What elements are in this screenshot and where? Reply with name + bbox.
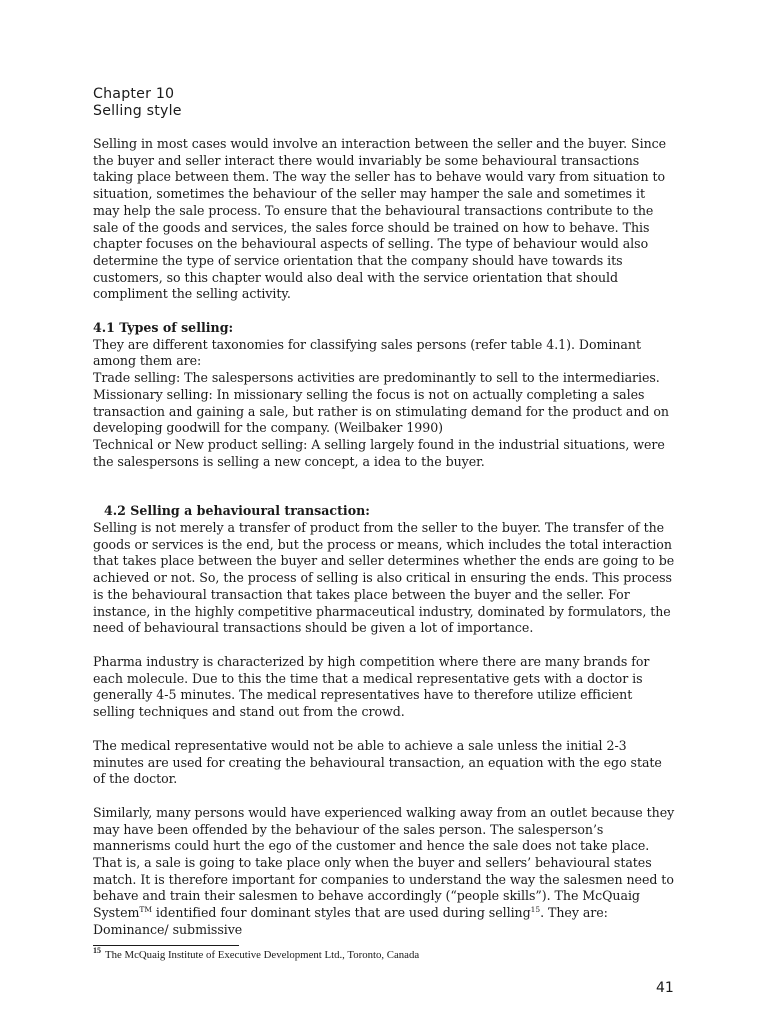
section-heading-types-of-selling: 4.1 Types of selling: (93, 320, 234, 336)
chapter-title: Selling style (93, 103, 182, 119)
paragraph-pharma-industry: Pharma industry is characterized by high competition where there are many brands for each molecule. Due to this the time that a medical representative gets with a doctor is generally 4-5 minutes. The medical representatives have to therefore utilize efficient selling techniques and stand out from the crowd. (93, 653, 650, 720)
paragraph-dominance-submissive: Dominance/ submissive (93, 921, 243, 937)
paragraph-taxonomies: They are different taxonomies for classifying sales persons (refer table 4.1). Dominant among them are: (93, 336, 641, 369)
footnote-reference: 15 (530, 904, 541, 914)
text-segment: Similarly, many persons would have experienced walking away from an outlet because they may have been offended by the behaviour of the sales person. The salesperson’s mannerisms could hurt the ego of the customer and hence the sale does not take place. That is, a sale is going to take place only when the buyer and sellers’ behavioural states match. It is therefore important for companies to understand the way the salesmen need to behave and train their salesmen to behave accordingly (“people skills”). The McQuaig System (93, 804, 675, 921)
footnote-divider (93, 945, 239, 946)
document-page (93, 86, 675, 962)
text-segment: . They are: (540, 905, 608, 921)
text-segment: identified four dominant styles that are used during selling (151, 905, 531, 921)
paragraph-missionary-selling: Missionary selling: In missionary selling the focus is not on actually completing a sales transaction and gaining a sale, but rather is on stimulating demand for the product and on developing goodwill for the company. (Weilbaker 1990) (93, 386, 669, 436)
paragraph-mcquaig-system (93, 805, 675, 922)
paragraph-selling-not-transfer: Selling is not merely a transfer of product from the seller to the buyer. The transfer of the goods or services is the end, but the process or means, which includes the total interaction that takes place between the buyer and seller determines whether the ends are going to be achieved or not. So, the process of selling is also critical in ensuring the ends. This process is the behavioural transaction that takes place between the buyer and the seller. For instance, in the highly competitive pharmaceutical industry, dominated by formulators, the need of behavioural transactions should be given a lot of importance. (93, 520, 675, 636)
footnote-text: The McQuaig Institute of Executive Development Ltd., Toronto, Canada (105, 948, 420, 961)
paragraph-medical-representative: The medical representative would not be able to achieve a sale unless the initial 2-3 minutes are used for creating the behavioural transaction, an equation with the ego state of the doctor. (93, 737, 662, 787)
footnote (93, 945, 675, 962)
page-number: 41 (656, 980, 674, 996)
intro-paragraph: Selling in most cases would involve an interaction between the seller and the buyer. Since the buyer and seller interact there would invariably be some behavioural transactions taking place between them. The way the seller has to behave would vary from situation to situation, sometimes the behaviour of the seller may hamper the sale and sometimes it may help the sale process. To ensure that the behavioural transactions contribute to the sale of the goods and services, the sales force should be trained on how to behave. This chapter focuses on the behavioural aspects of selling. The type of behaviour would also determine the type of service orientation that the company should have towards its customers, so this chapter would also deal with the service orientation that should compliment the selling activity. (93, 136, 667, 302)
paragraph-trade-selling: Trade selling: The salespersons activities are predominantly to sell to the intermediaries. (93, 370, 660, 386)
paragraph-technical-selling: Technical or New product selling: A selling largely found in the industrial situations, were the salespersons is selling a new concept, a idea to the buyer. (93, 436, 665, 469)
section-heading-behavioural-transaction: 4.2 Selling a behavioural transaction: (104, 503, 370, 519)
trademark-mark: TM (139, 904, 152, 914)
chapter-label: Chapter 10 (93, 86, 175, 102)
footnote-mark: 15 (93, 945, 101, 955)
